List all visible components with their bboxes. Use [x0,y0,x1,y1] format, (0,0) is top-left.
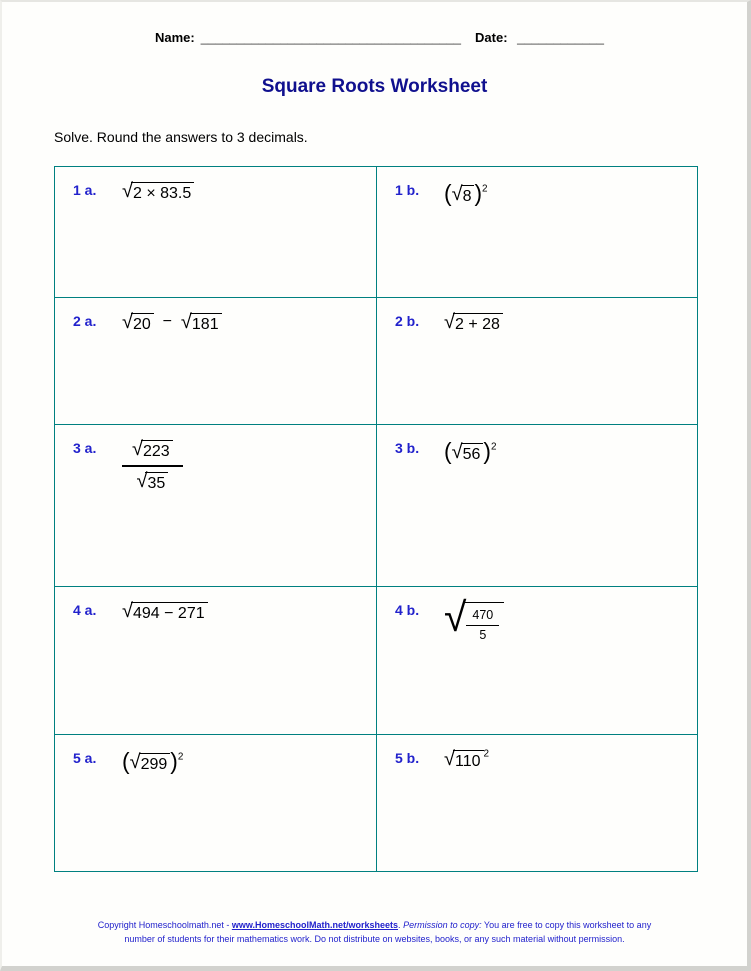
radicand [453,750,484,771]
fraction [466,608,499,643]
math-expression [122,182,194,203]
page-title: Square Roots Worksheet [261,76,488,97]
problem-cell [55,167,377,298]
radical-sign: √ [451,440,463,463]
math-text: 20 [132,316,151,333]
math-expression [122,602,208,623]
radicand [453,313,503,334]
math-expression [444,182,488,206]
problem-cell [377,167,698,298]
problem-cell [55,298,377,425]
radicand [131,313,154,334]
math-text: 2 [482,183,488,195]
math-text: 2 [490,441,497,453]
math-text: 2 × 83.5 [132,185,192,202]
denominator [122,465,183,493]
footer-permission-italic: Permission to copy: [403,920,482,930]
problem-label: 1 a. [73,182,97,198]
problem-cell [377,735,698,872]
radical-sign: √ [444,311,455,333]
square-root [444,313,503,334]
radical-sign: √ [444,748,455,770]
math-text: 8 [462,187,472,205]
math-text: 56 [462,445,481,463]
problem-label: 4 b. [395,602,420,618]
table-row [55,167,698,298]
math-text: 299 [140,755,168,773]
problems-table [54,166,698,872]
name-blank-line: ____________________________________ [200,30,462,45]
math-expression [444,440,496,464]
open-paren: ( [444,180,452,206]
problem-cell [55,425,377,587]
footer-copyright-prefix: Copyright Homeschoolmath.net - [97,920,232,930]
numerator [122,440,183,465]
square-root [181,313,222,334]
math-expression [122,750,183,774]
problem-label: 4 a. [73,602,97,618]
math-text: 181 [191,316,219,333]
math-text: 35 [147,475,166,493]
close-paren: ) [474,180,483,206]
radicand [464,602,504,643]
date-label: Date: [475,30,508,45]
radical-sign: √ [132,438,143,460]
close-paren: ) [170,748,178,774]
table-row [55,735,698,872]
math-expression [122,313,222,334]
square-root [132,440,173,461]
problem-cell [377,425,698,587]
exponent [491,442,497,453]
problem-cell [377,587,698,735]
open-paren: ( [444,438,452,464]
name-label: Name: [155,30,195,45]
date-group [475,30,604,45]
radicand [141,440,173,461]
math-text: 2 [177,751,184,763]
radical-sign: √ [444,594,467,640]
math-row [122,311,222,333]
radical-sign: √ [122,311,133,333]
radical-sign: √ [180,311,192,333]
problem-label: 3 a. [73,440,97,456]
radicand [145,472,168,493]
math-row [444,438,497,464]
name-date-header [155,30,747,45]
square-root [136,472,168,493]
square-root [122,602,208,623]
radicand [461,443,484,464]
date-blank-line: ____________ [517,30,604,45]
math-expression [444,313,503,334]
table-row [55,425,698,587]
radical-sign: √ [122,600,133,622]
problem-label: 5 a. [73,750,97,766]
radicand [190,313,222,334]
math-text: 2 + 28 [454,316,500,333]
radicand [131,182,194,203]
square-root [129,750,171,774]
square-root [451,440,484,464]
parenthesized [444,438,491,464]
square-root [122,313,154,334]
numerator [466,608,499,625]
math-row [122,748,184,774]
parenthesized [444,180,483,206]
footer-copyright [89,919,661,946]
exponent [482,184,488,195]
radical-sign: √ [129,750,141,773]
math-expression [122,440,183,493]
radical-sign: √ [451,182,463,205]
problem-label: 3 b. [395,440,420,456]
footer-permission-rest: You are free to copy this worksheet to any number of students for their mathematics work. Do not distribute on websites, books, or any such material without permission. [124,920,652,944]
exponent [178,752,184,763]
math-text: 5 [479,627,487,642]
problem-label: 1 b. [395,182,420,198]
math-text: 470 [472,608,494,622]
problem-cell [55,735,377,872]
square-root [444,750,484,771]
footer-worksheets-link[interactable]: www.HomeschoolMath.net/worksheets [231,920,399,930]
problems-table-body [55,167,698,872]
math-text: 494 − 271 [132,605,205,622]
exponent [484,749,490,760]
close-paren: ) [483,438,491,464]
radicand [461,185,475,206]
open-paren: ( [122,748,130,774]
square-root [444,594,504,643]
square-root [122,182,194,203]
radical-sign: √ [136,470,148,493]
math-text: 2 [483,748,490,760]
radicand [139,753,171,774]
table-row [55,298,698,425]
problem-cell [377,298,698,425]
radical-sign: √ [122,180,133,202]
problem-label: 2 a. [73,313,97,329]
math-row [444,748,490,770]
math-expression [444,750,489,771]
problem-label: 2 b. [395,313,420,329]
problem-cell [55,587,377,735]
instructions-text: Solve. Round the answers to 3 decimals. [54,129,308,145]
radicand [131,602,208,623]
fraction [122,440,183,493]
square-root [451,182,475,206]
parenthesized [122,748,178,774]
math-expression [444,594,504,643]
denominator [466,625,499,643]
table-row [55,587,698,735]
footer-after-link: . [398,920,404,930]
math-text: 223 [142,443,170,460]
math-text: − [153,313,181,330]
math-text: 110 [454,753,481,770]
problem-label: 5 b. [395,750,420,766]
math-row [444,180,488,206]
